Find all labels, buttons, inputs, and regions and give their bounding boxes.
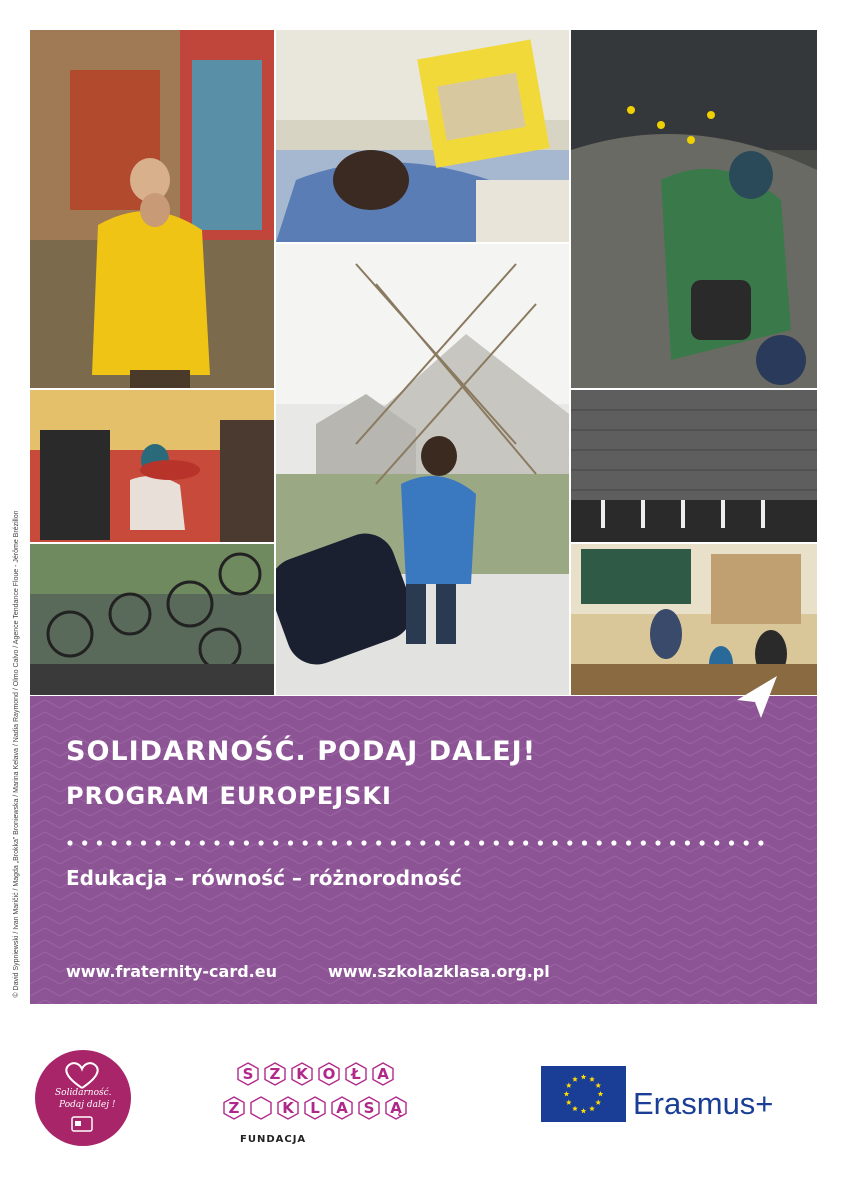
logo-hex-letter: A bbox=[330, 1096, 354, 1120]
eu-star-icon bbox=[589, 1106, 595, 1111]
eu-star-icon bbox=[564, 1091, 570, 1096]
solidarnosc-logo-line2: Podaj dalej ! bbox=[59, 1100, 116, 1110]
eu-star-icon bbox=[581, 1108, 587, 1113]
eu-star-icon bbox=[566, 1083, 572, 1088]
photo-haircut bbox=[30, 30, 274, 388]
heart-icon bbox=[57, 1060, 107, 1090]
logo-hex-letter: O bbox=[317, 1062, 341, 1086]
photo-wall bbox=[571, 390, 817, 542]
photo-bikes bbox=[30, 544, 274, 695]
eu-star-icon bbox=[566, 1100, 572, 1105]
logo-hex-letter: L bbox=[303, 1096, 327, 1120]
eu-star-icon bbox=[598, 1091, 604, 1096]
card-icon bbox=[71, 1116, 93, 1132]
logo-hex-letter: Z bbox=[222, 1096, 246, 1120]
eu-star-icon bbox=[572, 1106, 578, 1111]
fundacja-label: FUNDACJA bbox=[240, 1134, 307, 1145]
dotted-divider bbox=[66, 839, 776, 847]
szkolazklasa-link[interactable]: www.szkolazklasa.org.pl bbox=[328, 962, 550, 981]
logo-hex-letter: K bbox=[290, 1062, 314, 1086]
logo-hex-letter: S bbox=[236, 1062, 260, 1086]
program-subtitle: PROGRAM EUROPEJSKI bbox=[66, 782, 392, 810]
program-tagline: Edukacja – równość – różnorodność bbox=[66, 866, 462, 890]
photo-reading-map bbox=[276, 30, 569, 242]
logo-hex-letter: Ł bbox=[344, 1062, 368, 1086]
eu-flag-icon bbox=[541, 1066, 626, 1122]
fraternity-card-link[interactable]: www.fraternity-card.eu bbox=[66, 962, 277, 981]
logo-hex-letter: S bbox=[357, 1096, 381, 1120]
photo-credit: © David Sypniewski / Ivan Maričić / Magda „Brokka” Broniewska / Marina Kelava / Nadia Raymond / Olmo Calvo / Agence Tendance Floue - Jérôme Brézillon bbox=[13, 510, 20, 998]
photo-guitar bbox=[30, 390, 274, 542]
szkola-z-klasa-logo bbox=[222, 1062, 442, 1152]
photo-girl-suitcase bbox=[276, 244, 569, 695]
eu-star-icon bbox=[595, 1083, 601, 1088]
erasmus-plus-label: Erasmus+ bbox=[633, 1086, 774, 1121]
eu-star-icon bbox=[589, 1076, 595, 1081]
logo-hex-letter: Ą bbox=[384, 1096, 408, 1120]
logo-hex-letter: Z bbox=[263, 1062, 287, 1086]
logo-hex-letter: A bbox=[371, 1062, 395, 1086]
program-banner bbox=[30, 696, 817, 1004]
eu-star-icon bbox=[581, 1074, 587, 1079]
logo-hex-letter: K bbox=[276, 1096, 300, 1120]
cursor-arrow-icon bbox=[733, 672, 783, 722]
photo-oil-cleanup bbox=[571, 30, 817, 388]
logo-hex-letter bbox=[249, 1096, 273, 1120]
solidarnosc-logo-line1: Solidarność. bbox=[55, 1088, 112, 1098]
eu-star-icon bbox=[572, 1076, 578, 1081]
solidarnosc-logo bbox=[35, 1050, 131, 1146]
eu-star-icon bbox=[595, 1100, 601, 1105]
program-title: SOLIDARNOŚĆ. PODAJ DALEJ! bbox=[66, 736, 537, 767]
